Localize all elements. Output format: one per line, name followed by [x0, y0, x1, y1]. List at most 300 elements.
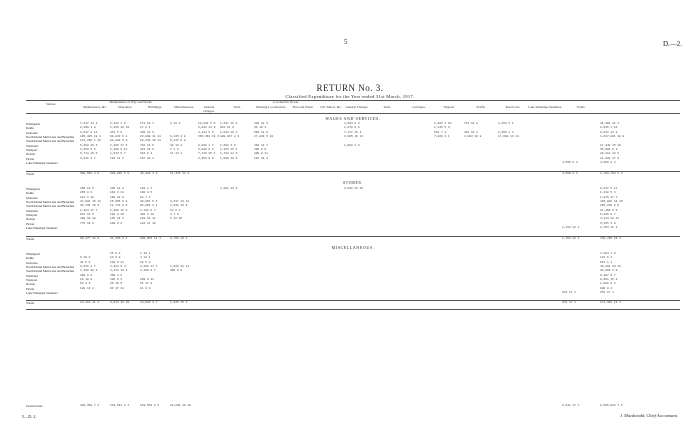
column-header: Total. [233, 105, 241, 109]
grand-total [26, 404, 680, 408]
table-cell: 93 17 11 [110, 286, 124, 290]
station-name: Westland [26, 273, 38, 278]
section-heading-misc: MISCELLANEOUS. [331, 245, 375, 250]
station-name: Whangarei [26, 252, 40, 256]
table-cell [370, 237, 404, 241]
table-cell [370, 301, 404, 305]
page-title: RETURN No. 3. [316, 83, 384, 93]
table-cell: 1,637,291 18 8 [600, 135, 625, 139]
table-cell [140, 161, 170, 165]
table-cell: 5,698 19 5 [80, 143, 98, 147]
table-cell [110, 161, 140, 165]
table-cell [220, 291, 254, 295]
table-cell: 10,110 11 2 [80, 301, 100, 304]
table-cell: 1,456 10 10 [110, 126, 130, 130]
station-name: Picton [26, 156, 35, 161]
table-cell: 6,061 15 2 [600, 278, 618, 282]
table-cell: 27,039 5 10 [254, 135, 274, 139]
table-cell: 7,716 15 1 [198, 152, 216, 156]
table-cell [198, 301, 220, 305]
table-cell: 14 13 1 [170, 152, 183, 156]
table-cell [464, 291, 498, 295]
table-cell [198, 161, 220, 165]
table-cell: 21 0 8 [140, 286, 151, 290]
table-cell [434, 237, 464, 241]
table-cell: 296 6 9 [254, 148, 267, 152]
table-cell: 84 7 3 [140, 195, 151, 199]
table-cell [288, 172, 318, 176]
table-cell: 476 5 0 [110, 130, 123, 134]
table-cell: 23,898 11 11 [140, 135, 161, 139]
grand-total-cell [498, 404, 528, 408]
table-cell [434, 161, 464, 165]
station-name: Westport [26, 278, 38, 283]
grand-total-cell [220, 404, 254, 408]
table-cell [140, 226, 170, 230]
table-cell [80, 291, 110, 295]
table-cell: 255,230 2 6 [600, 204, 620, 208]
table-cell: 1,309 12 8 [110, 208, 128, 212]
table-cell [318, 237, 344, 241]
column-header: Road Cars. [505, 105, 521, 109]
table-cell: 4,471 14 5 [110, 269, 128, 273]
table-cell: 99,833 6 1 [110, 135, 128, 139]
table-cell: 34 18 3 [254, 126, 267, 130]
table-cell: 378 17 1 [562, 291, 576, 295]
table-cell: 971 11 2 [80, 213, 94, 217]
station-name: Lake Wakatipu Steamers [26, 226, 58, 231]
grand-total-cell [318, 404, 344, 408]
table-cell: 368,558 4 0 [80, 172, 100, 175]
table-cell: 1,788,793 6 2 [600, 172, 623, 175]
table-cell: 1,637 16 0 [220, 122, 238, 125]
table-cell [254, 226, 288, 230]
section-heading-stores: STORES. [342, 180, 364, 185]
table-cell: 1,085 18 6 [220, 156, 238, 160]
table-cell [110, 226, 140, 230]
table-cell: 4 12 2 [140, 256, 151, 260]
table-cell: 160 8 5 [140, 191, 153, 195]
table-cell [220, 301, 254, 305]
table-cell [370, 172, 404, 176]
table-cell [198, 237, 220, 241]
column-header: Maintenance, &c. [83, 105, 107, 109]
station-name: South Island Main Line and Branches [26, 269, 75, 274]
table-cell: 5,406 0 7 [600, 213, 616, 217]
table-cell: 426,928 16 10 [600, 200, 623, 204]
table-cell: 102 1 1 [140, 187, 153, 190]
stores-rows [26, 187, 680, 230]
table-cell [404, 172, 434, 176]
table-cell: 406 12 3 [254, 122, 268, 125]
grand-total-cell [464, 404, 498, 408]
table-cell: 702 14 6 [140, 143, 154, 147]
table-cell: 1,672 6 7 [110, 152, 126, 156]
table-cell: 2 10 2 [170, 122, 181, 125]
table-cell: 209 0 11 [140, 278, 154, 282]
table-cell [198, 172, 220, 176]
table-cell: 4,214 18 11 [600, 217, 620, 221]
station-name: Gisborne [26, 130, 38, 135]
table-cell: 1,592 4 2 [220, 143, 236, 147]
table-cell [434, 301, 464, 305]
header-group-locomotive: Locomotive Power. [273, 100, 299, 104]
table-cell [318, 226, 344, 230]
table-cell: 69,177 12 0 [80, 237, 100, 240]
table-cell: 961 11 8 [220, 126, 234, 130]
table-cell: 15,965 6 8 [110, 200, 128, 204]
table-cell: 9 19 0 [80, 256, 91, 260]
grand-total-cells [80, 404, 680, 408]
column-header: General Charges. [203, 105, 215, 113]
table-cell: 2,299 1 8 [80, 126, 96, 130]
table-cell [318, 172, 344, 176]
table-cell: 17 2 3 [140, 126, 151, 130]
table-cell [140, 291, 170, 295]
table-cell [370, 291, 404, 295]
table-cell: 116 11 10 [140, 221, 156, 225]
table-cell: 26 19 5 [110, 282, 123, 286]
table-cell: 1,145 5 3 [434, 126, 450, 130]
table-row [26, 161, 680, 165]
table-cell [404, 301, 434, 305]
table-cell: 195,425 18 3 [80, 135, 101, 139]
table-cell [220, 172, 254, 176]
table-cell: 7,177 15 3 [344, 130, 362, 134]
table-cell [404, 161, 434, 165]
grand-total-cell [528, 404, 562, 408]
station-name: Whangarei [26, 122, 40, 126]
grand-total-cell: 233,961 0 7 [110, 404, 130, 407]
table-cell: 455 0 9 [170, 269, 183, 273]
table-cell: 456 13 5 [80, 187, 94, 190]
expenditure-table [26, 100, 680, 414]
table-cell [498, 237, 528, 241]
station-name: Gisborne [26, 260, 38, 265]
grand-total-cell: 6,041 17 7 [562, 404, 580, 407]
table-cell [318, 291, 344, 295]
column-header: Totals. [576, 105, 586, 109]
table-cell: 2,631 2 7 [80, 265, 96, 269]
grand-total-cell: 19,838 10 10 [170, 404, 191, 407]
footer-signature: J. Macdonald, Chief Accountant. [620, 413, 678, 418]
table-cell: 8,850 1 7 [198, 143, 214, 147]
table-cell [528, 172, 562, 176]
station-name: Westport [26, 213, 38, 218]
table-cell: 198 18 9 [110, 195, 124, 199]
table-cell: 8,045 1 10 [600, 126, 618, 130]
total-row [26, 172, 680, 176]
table-cell: 4,509 8 4 [600, 161, 616, 165]
table-cell: 49,484 18 10 [600, 265, 621, 269]
station-name: Picton [26, 221, 35, 226]
table-cell: 26,301 11 4 [600, 122, 620, 125]
table-cell: 11,375 14 3 [170, 172, 190, 175]
table-cell: 46,419 4 4 [140, 172, 158, 175]
stores-total-row [26, 237, 680, 241]
station-name: South Island Main Line and Branches [26, 139, 75, 144]
table-cell: 469 4 8 [110, 273, 123, 277]
grand-total-cell [288, 404, 318, 408]
table-cell: 5,088 9 5 [198, 148, 214, 152]
table-cell: 7,368 16 4 [80, 269, 98, 273]
table-cell: 775 19 9 [80, 221, 94, 225]
table-cell: 1 10 4 [140, 252, 151, 255]
table-cell: 3,895 16 11 [344, 135, 364, 139]
table-cell: 43 10 2 [170, 143, 183, 147]
station-name: Lake Wakatipu Steamers [26, 291, 58, 296]
table-cell: 40,851 5 3 [140, 200, 158, 204]
table-cell: 4,353 9 9 [198, 156, 214, 160]
table-cell: 203,235 5 8 [110, 172, 130, 175]
grand-total-cell: 438,350 7 4 [80, 404, 100, 407]
table-cell [80, 226, 110, 230]
column-header: Buildings. [148, 105, 162, 109]
table-cell: 2,050 1 4 [498, 130, 514, 134]
table-cell: 2,685 17 7 [140, 265, 158, 269]
table-cell: 93,222 5 9 [110, 139, 128, 143]
table-cell: 1,253 5 1 [498, 122, 514, 125]
station-name: Nelson [26, 217, 36, 222]
column-header: Carriages. [412, 105, 426, 109]
table-cell [464, 226, 498, 230]
table-cell [80, 161, 110, 165]
table-cell: 600 0 4 [600, 286, 613, 290]
table-cell: 21,459 0 5 [600, 208, 618, 212]
table-cell: 8,572 14 8 [600, 130, 618, 134]
table-cell: 1,623 11 11 [170, 265, 190, 269]
station-name: Kaihu [26, 126, 34, 131]
station-name: Westport [26, 148, 38, 153]
table-cell: 197 14 1 [140, 156, 154, 160]
table-cell [318, 161, 344, 165]
table-cell: 213 9 10 [80, 195, 94, 199]
table-cell: 7,617 14 3 [80, 122, 98, 125]
table-cell [288, 301, 318, 305]
station-name: Nelson [26, 152, 36, 157]
table-cell [464, 172, 498, 176]
table-cell: 51 17 9 [140, 282, 153, 286]
table-cell [198, 226, 220, 230]
table-cell: 1,002 13 4 [220, 187, 238, 190]
table-cell [498, 301, 528, 305]
table-cell: 142 5 11 [110, 260, 124, 264]
table-cell: 2,405 17 6 [110, 143, 128, 147]
table-cell: 3,255 3 9 [600, 221, 616, 225]
table-cell: 1,373 15 1 [220, 148, 238, 152]
table-cell: 164 4 11 [110, 191, 124, 195]
table-cell: 7,804 7 0 [600, 252, 616, 255]
station-name: Whangarei [26, 187, 40, 191]
table-cell [498, 291, 528, 295]
table-cell: 913 1 1 [600, 260, 613, 264]
station-name: Nelson [26, 282, 36, 287]
grand-total-row [26, 404, 680, 408]
station-name: Westland [26, 143, 38, 148]
table-cell [370, 226, 404, 230]
total-label: Totals [26, 237, 35, 241]
station-name: Gisborne [26, 195, 38, 200]
table-cell: 2,384 17 7 [80, 208, 98, 212]
grand-total-cell: 2,695,052 7 6 [600, 404, 623, 407]
table-cell: 100,947 2 3 [220, 135, 240, 139]
table-cell: 63 4 6 [80, 282, 91, 286]
table-cell: 390 8 11 [254, 152, 268, 156]
table-cell: 8,074 16 10 [110, 301, 130, 304]
table-cell: 63,850 2 2 [140, 204, 158, 208]
table-cell: 1,200 6 11 [110, 148, 128, 152]
table-cell: 767 18 8 [464, 122, 478, 125]
table-cell: 2,196 6 7 [140, 269, 156, 273]
table-cell: 9,297 9 7 [600, 273, 616, 277]
table-cell: 5,172 6 9 [170, 139, 186, 143]
table-cell [498, 172, 528, 176]
page-reference: D.—2. [662, 40, 682, 48]
table-cell: 4 7 9 [170, 213, 179, 217]
table-cell [464, 237, 498, 241]
table-cell [318, 301, 344, 305]
table-cell: 3,431 4 7 [80, 156, 96, 160]
grand-total-label: Grand totals [26, 404, 43, 408]
table-cell: 734,796 19 3 [600, 237, 621, 240]
table-cell: 6,145 3 0 [170, 135, 186, 139]
table-cell: 171 19 7 [140, 122, 154, 125]
table-cell: 1,935 15 3 [170, 301, 188, 304]
grand-total-cell [254, 404, 288, 408]
table-cell: 2,243 1 0 [110, 122, 126, 125]
table-cell: 25 0 0 [110, 252, 121, 255]
table-cell [370, 161, 404, 165]
table-cell [344, 237, 370, 241]
table-cell: 378 17 1 [600, 291, 614, 295]
grand-total-cell [434, 404, 464, 408]
table-cell: 124 6 4 [600, 256, 613, 260]
table-cell [344, 226, 370, 230]
table-cell [528, 291, 562, 295]
column-header: Total. [383, 105, 391, 109]
grand-total-cell [344, 404, 370, 408]
total-label: Totals [26, 172, 35, 176]
table-cell: 31,255 0 4 [110, 237, 128, 240]
table-cell: 8,917 5 11 [600, 187, 618, 190]
table-cell: 12,774 8 5 [110, 204, 128, 208]
table-cell: 6,796 19 1 [170, 237, 188, 240]
table-cell: 423 16 0 [140, 148, 154, 152]
station-name: South Island Main Line and Branches [26, 204, 75, 209]
total-label: Totals [26, 301, 35, 305]
table-cell: 1,070 0 6 [344, 126, 360, 130]
table-cell: 17,668 13 11 [498, 135, 519, 139]
table-cell: 596 12 8 [254, 130, 268, 134]
table-cell: 171,385 12 1 [600, 301, 621, 304]
page-number: 5 [344, 38, 348, 46]
table-cell: 542 7 4 [434, 130, 447, 134]
table-cell: 14 6 2 [170, 208, 181, 212]
table-cell: 3,664 0 0 [344, 122, 360, 125]
grand-total-cell: 162,553 0 5 [140, 404, 160, 407]
table-cell: 1,210 5 3 [600, 191, 616, 195]
table-cell: 135 16 3 [110, 217, 124, 221]
table-cell: 1,743 14 0 [220, 152, 238, 156]
table-cell: 10,626 3 7 [140, 301, 158, 304]
table-cell [254, 291, 288, 295]
table-cell: 208 8 0 [80, 273, 93, 277]
header-group-maintenance: Maintenance of Way and Works. [109, 100, 153, 104]
table-cell [170, 291, 198, 295]
table-cell: 3,617 8 11 [80, 130, 98, 134]
table-cell: 406 3 10 [140, 213, 154, 217]
column-header: Fuel and Water. [292, 105, 314, 109]
table-cell: 19 10 8 [80, 278, 93, 282]
total-row [26, 237, 680, 241]
table-cell [288, 226, 318, 230]
table-cell [528, 161, 562, 165]
wages-total-row [26, 172, 680, 176]
table-cell: 4,993 16 8 [464, 135, 482, 139]
grand-total-cell [198, 404, 220, 408]
table-cell [254, 172, 288, 176]
table-cell [528, 237, 562, 241]
table-cell: 1,153 12 2 [562, 226, 580, 230]
table-cell [498, 226, 528, 230]
table-cell: 17,440 15 10 [600, 143, 621, 147]
wages-rows [26, 122, 680, 165]
table-cell: 365,363 19 3 [198, 135, 219, 139]
table-cell: 137,296 1 10 [80, 139, 101, 143]
table-cell: 193 16 11 [140, 217, 156, 221]
table-cell [254, 161, 288, 165]
table-cell: 1,893 7 10 [434, 122, 452, 125]
table-cell [198, 291, 220, 295]
table-cell: 205 18 2 [110, 187, 124, 190]
table-cell [344, 291, 370, 295]
table-cell: 109 3 2 [110, 221, 123, 225]
table-cell: 1,153 12 2 [562, 237, 580, 240]
table-cell [254, 237, 288, 241]
table-cell: 7 1 0 [170, 148, 179, 152]
section-heading-wages: WAGES AND SERVICES. [325, 116, 381, 121]
table-cell: 316 0 3 [140, 152, 153, 156]
table-row [26, 291, 680, 295]
table-cell: 41 6 0 [80, 260, 91, 264]
table-cell: 30,735 19 5 [80, 204, 100, 208]
grand-total-cell [404, 404, 434, 408]
column-header: Traffic. [476, 105, 486, 109]
table-cell: 282 0 10 [110, 213, 124, 217]
misc-total-row [26, 301, 680, 305]
table-cell: 5,713 15 2 [80, 152, 98, 156]
table-cell: 105,053 12 4 [140, 237, 161, 240]
table-cell: 1,153 12 2 [600, 226, 618, 230]
table-cell: 20,446 10 11 [140, 139, 161, 143]
table-cell: 2,484 0 4 [110, 265, 126, 269]
table-cell: 436 13 7 [254, 143, 268, 147]
table-cell [344, 301, 370, 305]
station-name: Picton [26, 286, 35, 291]
table-cell [220, 226, 254, 230]
table-cell [254, 301, 288, 305]
table-cell: 3 12 10 [170, 217, 183, 221]
table-cell [528, 301, 562, 305]
column-header: Working Locomotives. [255, 105, 287, 109]
table-cell: 4,509 8 4 [562, 172, 578, 175]
table-cell: 3,036 15 10 [344, 187, 364, 190]
table-cell: 7,806 3 1 [434, 135, 450, 139]
page-subtitle: Classified Expenditure for the Year ended 31st March, 1917. [285, 94, 415, 99]
total-row [26, 301, 680, 305]
table-cell: 4,509 8 4 [562, 161, 578, 165]
table-cell [288, 237, 318, 241]
